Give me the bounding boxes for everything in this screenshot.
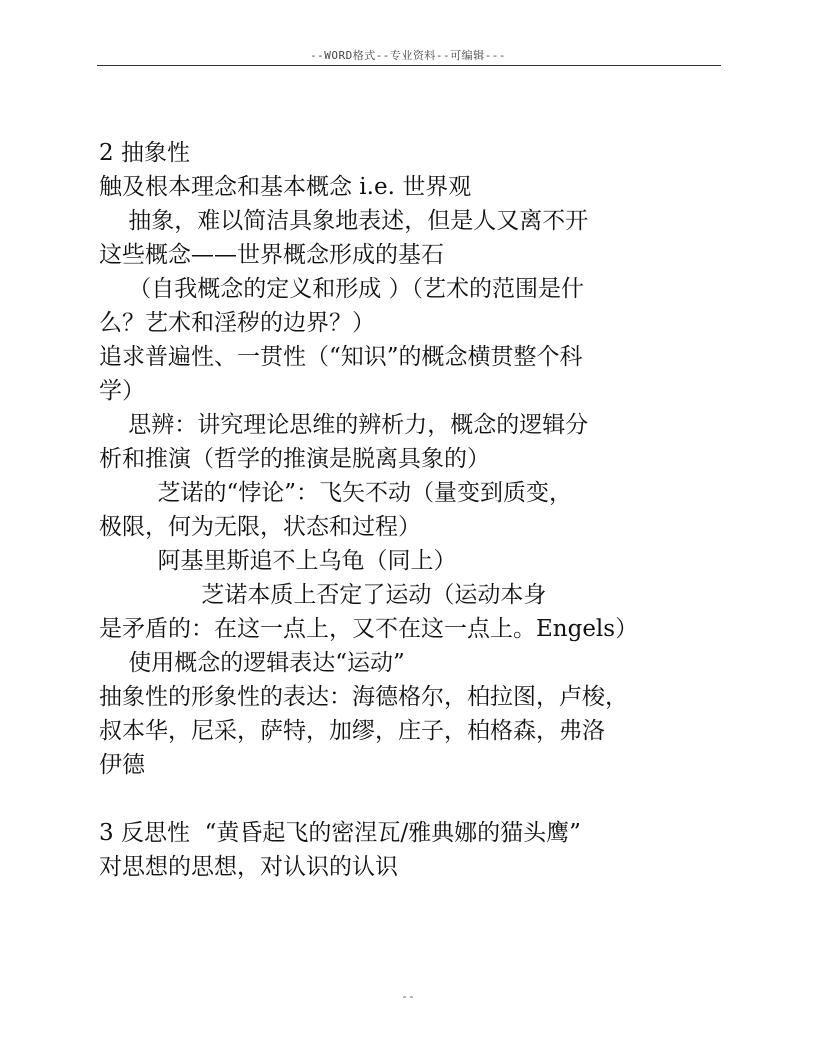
text-line: 学） — [99, 378, 145, 404]
text-line: （自我概念的定义和形成 ）（艺术的范围是什 — [99, 276, 585, 302]
text-line: 这些概念——世界概念形成的基石 — [99, 242, 444, 268]
text-line: 析和推演（哲学的推演是脱离具象的） — [99, 446, 490, 472]
page-header: --WORD格式--专业资料--可编辑--- — [309, 49, 507, 62]
text-line: 追求普遍性、一贯性（“知识”的概念横贯整个科 — [99, 344, 583, 370]
text-line: 触及根本理念和基本概念 i.e. 世界观 — [99, 174, 472, 200]
text-line: 芝诺的“悖论”：飞矢不动（量变到质变， — [99, 480, 573, 506]
document-body — [99, 136, 724, 884]
text-line: 思辨：讲究理论思维的辨析力，概念的逻辑分 — [99, 412, 589, 438]
text-line: 对思想的思想，对认识的认识 — [99, 854, 398, 880]
text-line: 是矛盾的：在这一点上，又不在这一点上。Engels） — [99, 616, 639, 642]
text-line: 伊德 — [99, 752, 145, 778]
blank-line — [99, 782, 724, 816]
text-line: 抽象，难以简洁具象地表述，但是人又离不开 — [99, 208, 589, 234]
text-line: 阿基里斯追不上乌龟（同上） — [99, 548, 457, 574]
header-divider — [97, 65, 721, 66]
section-heading: 3 反思性 “黄昏起飞的密涅瓦/雅典娜的猫头鹰” — [99, 820, 581, 846]
text-line: 叔本华，尼采，萨特，加缪，庄子，柏格森，弗洛 — [99, 718, 605, 744]
text-line: 芝诺本质上否定了运动（运动本身 — [99, 582, 547, 608]
text-line: 么？艺术和淫秽的边界？） — [99, 310, 375, 336]
text-line: 使用概念的逻辑表达“运动” — [99, 650, 405, 676]
text-line: 抽象性的形象性的表达：海德格尔，柏拉图，卢梭， — [99, 684, 628, 710]
section-heading: 2 抽象性 — [99, 140, 190, 166]
text-line: 极限，何为无限，状态和过程） — [99, 514, 421, 540]
page-footer: -- — [401, 990, 415, 1003]
